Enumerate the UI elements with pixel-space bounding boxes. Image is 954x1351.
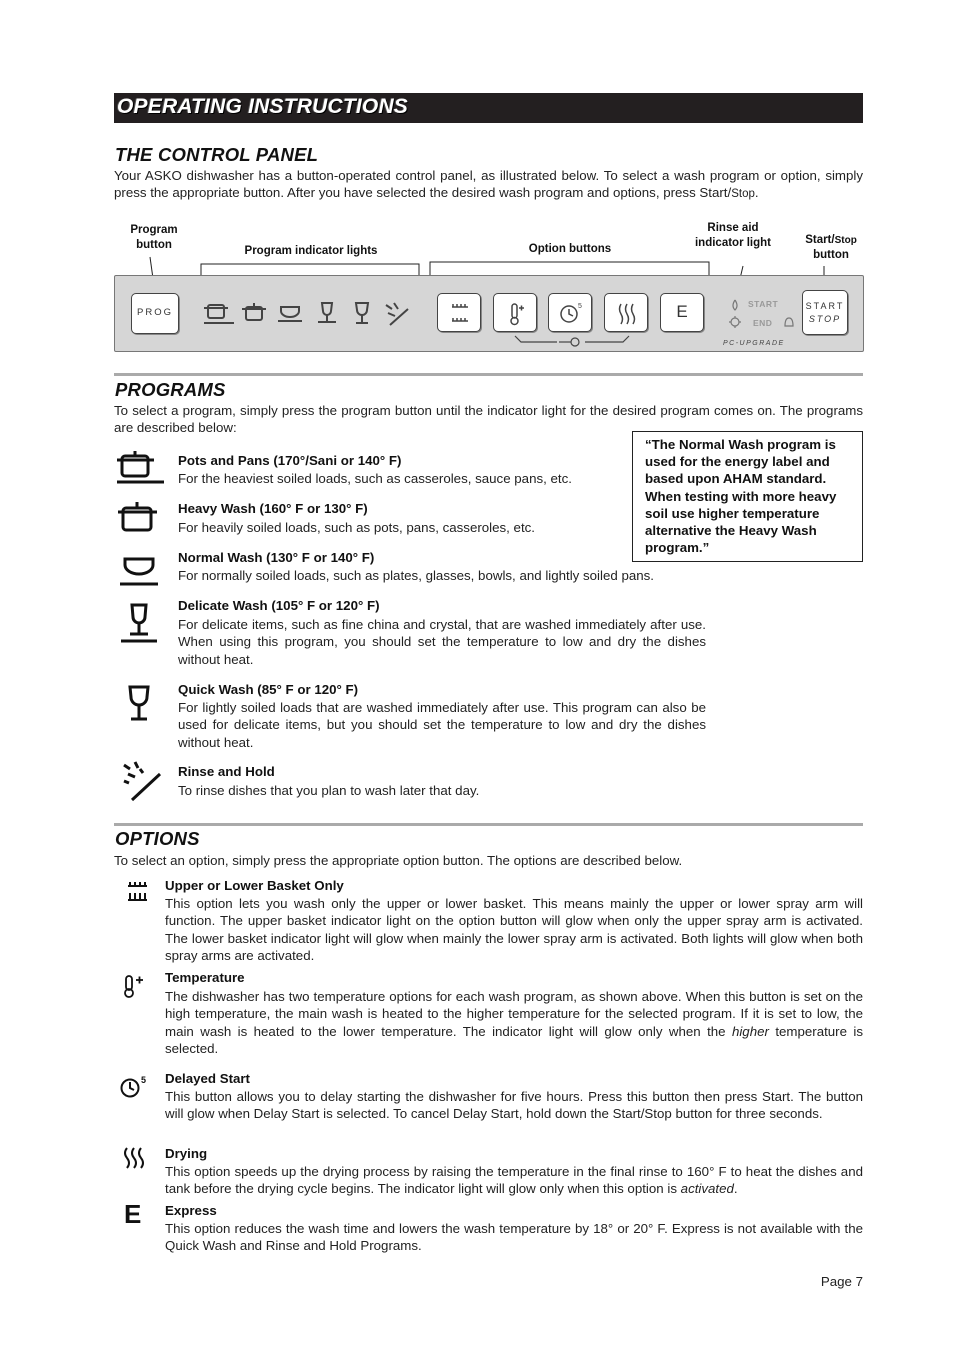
start-stop-button-bottom: STOP — [808, 314, 842, 324]
program-text: For delicate items, such as fine china and crystal, that are washed immediately after use. When using this program, you should set the temperature to low and dry the dishes without heat. — [178, 617, 706, 667]
delicate-wash-icon — [118, 602, 160, 646]
prog-button[interactable] — [131, 293, 179, 334]
control-panel-illustration — [114, 275, 864, 352]
program-indicator-icons — [202, 299, 417, 329]
page-number: Page 7 — [820, 1274, 863, 1289]
panel-temperature-button[interactable] — [493, 293, 537, 332]
program-title: Delicate Wash (105° F or 120° F) — [178, 598, 380, 613]
express-icon: E — [676, 302, 688, 321]
option-text: This option speeds up the drying process by raising the temperature in the final rinse to 160° F to heat the dishes and tank before the drying cycle begins. The indicator light will glow only when this option is activated. — [165, 1164, 863, 1197]
program-text: To rinse dishes that you plan to wash later that day. — [178, 783, 480, 798]
option-title: Drying — [165, 1146, 208, 1161]
programs-intro: To select a program, simply press the program button until the indicator light for the desired program comes on. The programs are described below: — [114, 403, 863, 436]
option-text: This button allows you to delay starting the dishwasher for five hours. Press this button then press Start. The button will glow when Delay Start is selected. To cancel Delay Start, hold down the Start/Stop button for three seconds. — [165, 1089, 863, 1122]
program-title: Quick Wash (85° F or 120° F) — [178, 682, 359, 697]
program-text: For the heaviest soiled loads, such as casseroles, sauce pans, etc. — [178, 471, 572, 486]
program-title: Pots and Pans (170°/Sani or 140° F) — [178, 453, 402, 468]
program-title: Heavy Wash (160° F or 130° F) — [178, 501, 368, 516]
panel-leader-lines — [0, 0, 954, 300]
delayed-start-icon — [119, 1073, 151, 1101]
rinse-aid-label: Rinse aid indicator light — [694, 222, 772, 249]
options-heading: OPTIONS — [115, 828, 200, 849]
normal-wash-icon — [118, 554, 160, 588]
start-stop-button-top: START — [805, 301, 845, 311]
quick-wash-icon — [125, 684, 155, 724]
rinse-hold-icon — [122, 760, 164, 804]
temperature-icon — [494, 294, 538, 333]
options-intro: To select an option, simply press the appropriate option button. The options are described below. — [114, 853, 683, 868]
end-indicator-label: END — [753, 318, 773, 328]
prog-button-label: PROG — [137, 307, 173, 318]
panel-drying-button[interactable] — [604, 293, 648, 332]
option-title: Express — [165, 1203, 217, 1218]
child-lock-bracket — [513, 334, 631, 348]
page-title: OPERATING INSTRUCTIONS — [117, 95, 409, 118]
option-text: This option reduces the wash time and lowers the wash temperature by 18° or 20° F. Express is not available with the Quick Wash and Rinse and Hold Programs. — [165, 1221, 863, 1254]
option-buttons-label: Option buttons — [528, 243, 612, 255]
start-stop-label: Start/Stop button — [805, 234, 857, 261]
model-label: PC-UPGRADE — [723, 340, 785, 347]
option-title: Delayed Start — [165, 1071, 250, 1086]
section-divider — [114, 823, 863, 826]
option-text: This option lets you wash only the upper or lower basket. This means mainly the upper or lower spray arm will function. The upper basket indicator light on the option button will glow when only the upper spray arm is activated. The lower basket indicator light will glow when mainly the lower spray arm is activated. Both lights will glow when both spray arms are activated. — [165, 896, 863, 963]
control-panel-intro: Your ASKO dishwasher has a button-operated control panel, as illustrated below. To select a wash program or option, simply press the appropriate button. After you have selected the desired wash program and options, press Start/Stop. — [114, 168, 863, 201]
program-text: For normally soiled loads, such as plates, glasses, bowls, and lightly soiled pans. — [178, 568, 654, 583]
start-stop-button[interactable] — [802, 290, 848, 335]
option-title: Temperature — [165, 970, 245, 985]
panel-express-button[interactable] — [660, 293, 704, 332]
heavy-wash-icon — [115, 500, 161, 534]
program-title: Normal Wash (130° F or 140° F) — [178, 550, 375, 565]
basket-icon — [438, 294, 482, 333]
delayed-start-icon — [549, 294, 593, 333]
control-panel-heading: THE CONTROL PANEL — [115, 144, 319, 165]
energy-label-note: “The Normal Wash program is used for the energy label and based upon AHAM standard. When testing with more heavy soil use higher temperature alternative the Heavy Wash program.” — [632, 431, 863, 562]
drying-icon — [122, 1146, 146, 1170]
programs-heading: PROGRAMS — [115, 379, 226, 400]
start-indicator-label: START — [748, 299, 779, 309]
panel-delay-button[interactable] — [548, 293, 592, 332]
program-title: Rinse and Hold — [178, 764, 275, 779]
svg-text:5: 5 — [141, 1075, 147, 1085]
express-icon: E — [124, 1199, 142, 1229]
basket-icon — [125, 880, 151, 904]
option-title: Upper or Lower Basket Only — [165, 878, 344, 893]
program-indicator-lights-label: Program indicator lights — [244, 245, 378, 257]
temperature-icon — [121, 973, 147, 999]
program-button-label: Program button — [130, 224, 178, 251]
section-divider — [114, 373, 863, 376]
drying-icon — [605, 294, 649, 333]
panel-basket-button[interactable] — [437, 293, 481, 332]
svg-text:5: 5 — [578, 303, 582, 310]
pots-pans-icon — [114, 448, 166, 486]
option-text: The dishwasher has two temperature options for each wash program, as shown above. When this button is set on the high temperature, the main wash is heated to the higher temperature for the selected program. If it is set to low, the main wash is heated to the lower temperature. The indicator light will glow only when the higher temperature is selected. — [165, 989, 864, 1056]
program-text: For heavily soiled loads, such as pots, pans, casseroles, etc. — [178, 520, 535, 535]
program-text: For lightly soiled loads that are washed immediately after use. This program can also be used for delicate items, but you should set the temperature to low and dry the dishes without heat. — [178, 700, 706, 750]
